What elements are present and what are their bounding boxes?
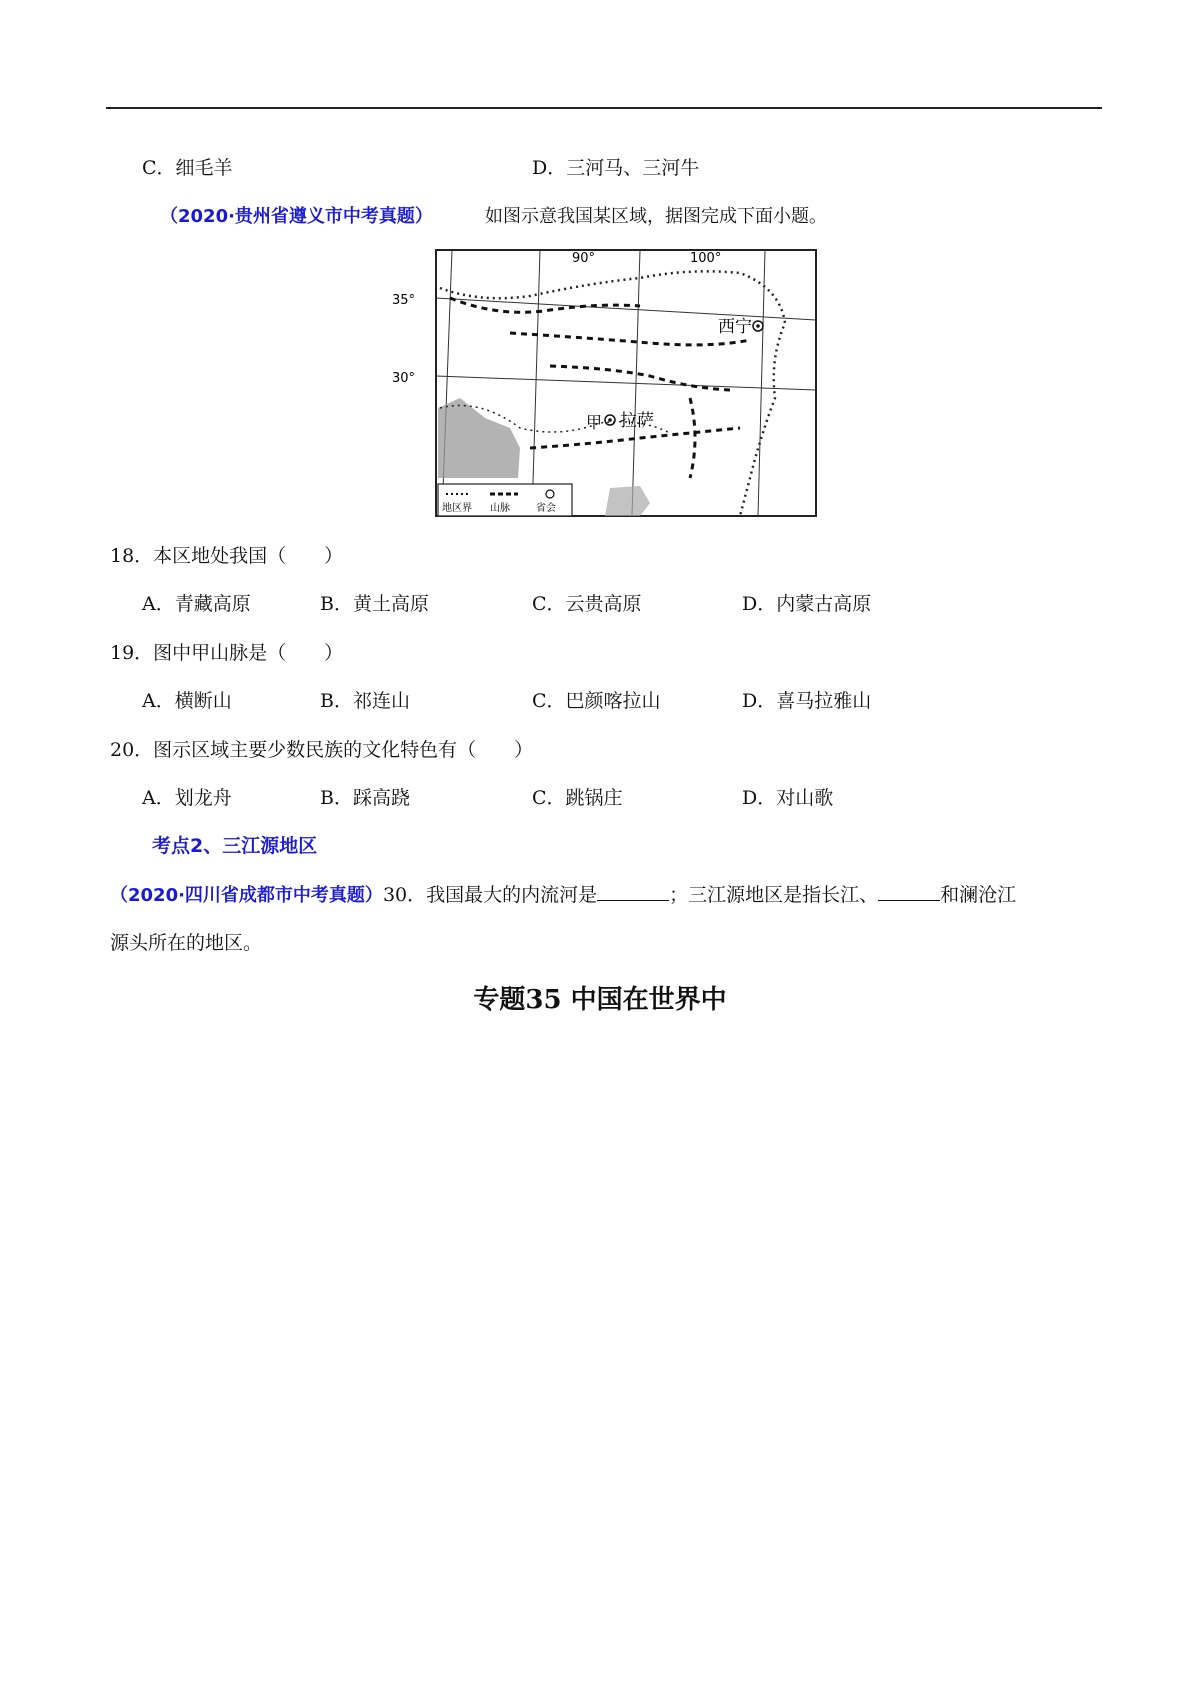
- label-jia: 甲: [586, 413, 603, 432]
- q19-stem: 19．图中甲山脉是（ ）: [110, 642, 344, 664]
- q19-option-b: B．祁连山: [320, 690, 410, 712]
- q30-text-c: 和澜沧江: [940, 884, 1017, 906]
- q17-option-c: C．细毛羊: [142, 157, 233, 179]
- lon-label-100: 100°: [690, 251, 722, 266]
- group1-header: [160, 203, 827, 230]
- section-heading-kaodian: 考点2、三江源地区: [152, 835, 318, 857]
- q18-option-d: D．内蒙古高原: [742, 593, 872, 615]
- group1-source: （2020·贵州省遵义市中考真题）: [160, 206, 433, 227]
- q30-line1: [110, 882, 1016, 909]
- region-map: [390, 248, 820, 520]
- q30-source: （2020·四川省成都市中考真题）: [110, 885, 383, 906]
- q18-option-c: C．云贵高原: [532, 593, 642, 615]
- q30-text-a: 30．我国最大的内流河是: [382, 884, 598, 906]
- header-rule: [106, 107, 1102, 109]
- q18-stem: 18．本区地处我国（ ）: [110, 545, 344, 567]
- q30-blank-2: [878, 882, 940, 901]
- q20-option-d: D．对山歌: [742, 787, 834, 809]
- q18-option-a: A．青藏高原: [142, 593, 251, 615]
- legend-mountain: 山脉: [490, 503, 510, 514]
- q30-text-b: ；三江源地区是指长江、: [669, 884, 879, 906]
- q20-option-b: B．踩高跷: [320, 787, 410, 809]
- lat-label-30: 30°: [392, 371, 416, 386]
- legend-boundary: 地区界: [442, 503, 472, 514]
- q20-option-c: C．跳锅庄: [532, 787, 623, 809]
- q30-line2: 源头所在的地区。: [110, 932, 263, 954]
- label-xining: 西宁: [718, 317, 752, 337]
- label-lhasa: 拉萨: [620, 411, 654, 431]
- q30-blank-1: [597, 882, 669, 901]
- q19-option-c: C．巴颜喀拉山: [532, 690, 661, 712]
- legend-capital: 省会: [536, 503, 556, 514]
- group1-intro: 如图示意我国某区域，据图完成下面小题。: [485, 206, 828, 227]
- q18-option-b: B．黄土高原: [320, 593, 429, 615]
- q19-option-d: D．喜马拉雅山: [742, 690, 872, 712]
- lon-label-90: 90°: [572, 251, 596, 266]
- q17-option-d: D．三河马、三河牛: [532, 157, 700, 179]
- lat-label-35: 35°: [392, 293, 416, 308]
- next-section-title: 专题35 中国在世界中: [473, 985, 727, 1015]
- q19-option-a: A．横断山: [142, 690, 232, 712]
- q20-stem: 20．图示区域主要少数民族的文化特色有（ ）: [110, 739, 534, 761]
- q20-option-a: A．划龙舟: [142, 787, 232, 809]
